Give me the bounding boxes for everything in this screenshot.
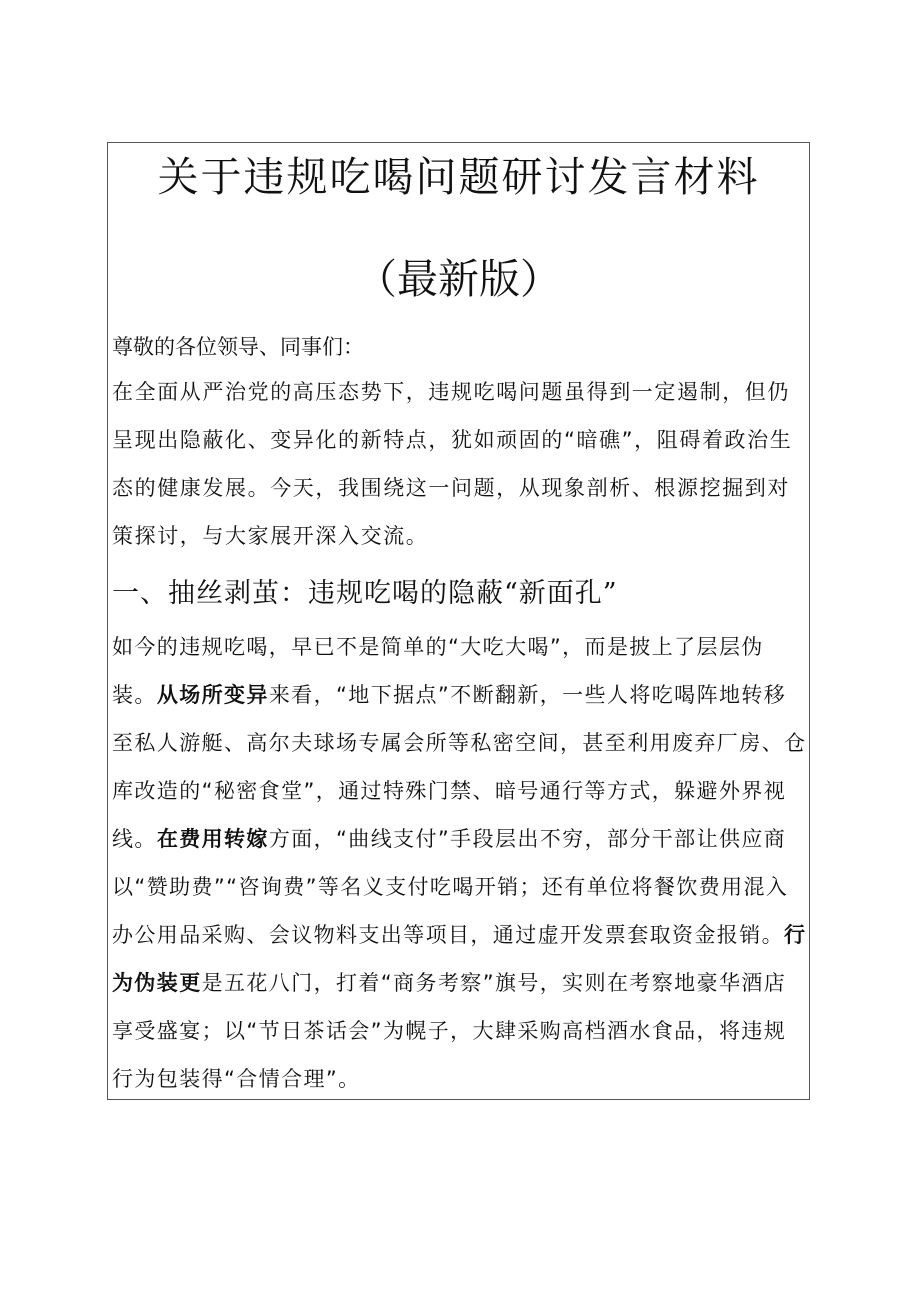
- emphasis-behavior-disguise: 行为伪装更: [112, 923, 807, 995]
- emphasis-venue-change: 从场所变异: [156, 683, 269, 707]
- paragraph-text: 方面，“曲线支付”手段层出不穷，部分干部让供应商以“赞助费”“咨询费”等名义支付吃喝开销；还有单位将餐饮费用混入办公用品采购、会议物料支出等项目，通过虚开发票套取资金报销。: [112, 827, 789, 947]
- section-1-paragraph: [112, 623, 807, 1103]
- paragraph-text: 是五花八门，打着“商务考察”旗号，实则在考察地豪华酒店享受盛宴；以“节日茶话会”为幌子，大肆采购高档酒水食品，将违规行为包装得“合情合理”。: [112, 971, 787, 1091]
- greeting: 尊敬的各位领导、同事们：: [112, 335, 364, 359]
- document-title: 关于违规吃喝问题研讨发言材料: [157, 153, 760, 201]
- document-subtitle: （最新版）: [356, 255, 561, 303]
- paragraph-text: 来看，“地下据点”不断翻新，一些人将吃喝阵地转移至私人游艇、高尔夫球场专属会所等私密空间，甚至利用废弃厂房、仓库改造的“秘密食堂”，通过特殊门禁、暗号通行等方式，躲避外界视线。: [112, 683, 807, 851]
- document-frame: [107, 142, 810, 1100]
- intro-paragraph: 在全面从严治党的高压态势下，违规吃喝问题虽得到一定遏制，但仍呈现出隐蔽化、变异化的新特点，犹如顽固的“暗礁”，阻碍着政治生态的健康发展。今天，我围绕这一问题，从现象剖析、根源挖掘到对策探讨，与大家展开深入交流。: [112, 380, 793, 548]
- paragraph-text: 如今的违规吃喝，早已不是简单的“大吃大喝”，而是披上了层层伪装。: [112, 635, 764, 707]
- section-heading-1: 一、抽丝剥茧：违规吃喝的隐蔽“新面孔”: [112, 578, 618, 609]
- emphasis-cost-shifting: 在费用转嫁: [156, 827, 269, 851]
